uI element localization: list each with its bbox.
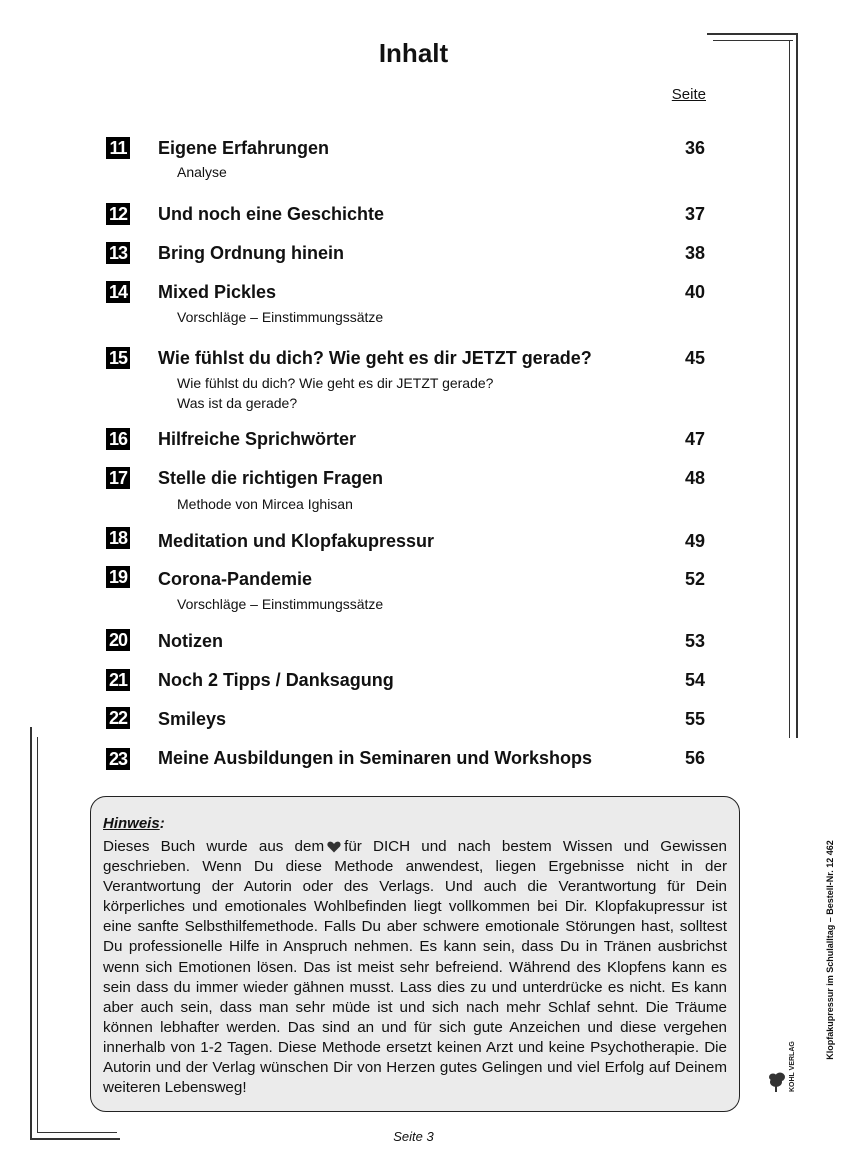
- chapter-number-badge: 20: [106, 629, 130, 651]
- publisher-side-text: Klopfakupressur im Schulalltag – Bestell-Nr. 12 462: [825, 840, 835, 1060]
- disclaimer-text: [103, 837, 727, 1098]
- disclaimer-heading-colon: :: [159, 815, 165, 832]
- chapter-number-badge: 13: [106, 242, 130, 264]
- chapter-page: 53: [684, 631, 705, 651]
- chapter-page: 52: [684, 569, 705, 589]
- chapter-title: Corona-Pandemie: [158, 569, 313, 589]
- chapter-page: 47: [684, 429, 705, 449]
- chapter-subtitle: Was ist da gerade?: [177, 395, 298, 411]
- disclaimer-text-start: Dieses Buch wurde aus dem: [103, 838, 325, 855]
- chapter-title: Meditation und Klopfakupressur: [158, 531, 435, 551]
- chapter-page: 48: [684, 468, 705, 488]
- chapter-page: 36: [684, 138, 705, 158]
- chapter-number-badge: 16: [106, 428, 130, 450]
- chapter-subtitle: Vorschläge – Einstimmungssätze: [177, 309, 384, 325]
- chapter-number-badge: 17: [106, 467, 130, 489]
- chapter-page: 37: [684, 204, 705, 224]
- chapter-title: Eigene Erfahrungen: [158, 138, 330, 158]
- chapter-number-badge: 18: [106, 527, 130, 549]
- page-column-header: Seite: [671, 86, 706, 103]
- page-title: Inhalt: [378, 38, 449, 68]
- chapter-page: 55: [684, 709, 705, 729]
- chapter-number-badge: 23: [106, 748, 130, 770]
- chapter-title: Noch 2 Tipps / Danksagung: [158, 670, 394, 690]
- chapter-subtitle: Analyse: [177, 164, 227, 180]
- chapter-title: Bring Ordnung hinein: [158, 243, 344, 263]
- chapter-subtitle: Vorschläge – Einstimmungssätze: [177, 596, 384, 612]
- chapter-page: 54: [684, 670, 705, 690]
- chapter-number-badge: 19: [106, 566, 130, 588]
- chapter-page: 38: [684, 243, 705, 263]
- disclaimer-heading-label: Hinweis: [103, 815, 160, 832]
- page-footer: Seite 3: [393, 1129, 434, 1144]
- chapter-title: Meine Ausbildungen in Seminaren und Workshops: [158, 748, 593, 768]
- chapter-title: Stelle die richtigen Fragen: [158, 468, 384, 488]
- chapter-number-badge: 11: [106, 137, 130, 159]
- chapter-number-badge: 14: [106, 281, 130, 303]
- frame-right-line: [796, 33, 798, 738]
- chapter-page: 45: [684, 348, 705, 368]
- publisher-logo: [766, 1022, 800, 1094]
- chapter-subtitle: Methode von Mircea Ighisan: [177, 496, 353, 512]
- chapter-page: 40: [684, 282, 705, 302]
- chapter-subtitle: Wie fühlst du dich? Wie geht es dir JETZT gerade?: [177, 375, 494, 391]
- frame-left-line: [30, 727, 32, 1139]
- chapter-title: Wie fühlst du dich? Wie geht es dir JETZT gerade?: [158, 348, 592, 368]
- heart-icon: [327, 841, 341, 853]
- disclaimer-box: [90, 796, 740, 1112]
- chapter-number-badge: 21: [106, 669, 130, 691]
- chapter-title: Notizen: [158, 631, 223, 651]
- chapter-page: 56: [684, 748, 705, 768]
- chapter-page: 49: [684, 531, 705, 551]
- chapter-number-badge: 12: [106, 203, 130, 225]
- disclaimer-heading: [103, 815, 165, 832]
- chapter-number-badge: 22: [106, 707, 130, 729]
- disclaimer-text-rest: für DICH und nach bestem Wissen und Gewissen geschrieben. Wenn Du diese Methode anwendest, liegen Ergebnisse nicht in der Verantwortung der Autorin oder des Verlags. Und auch die Verantwortung für Dein körperliches und emotionales Wohlbefinden liegt vollkommen bei Dir. Klopfakupressur ist eine sanfte Selbsthilfemethode. Falls Du aber schwere emotionale Störungen hast, solltest Du professionelle Hilfe in Anspruch nehmen. Es kann sein, dass Du in Tränen ausbrichst wenn sich Emotionen lösen. Das ist meist sehr befreiend. Während des Klopfens kann es sein dass du immer wieder gähnen musst. Lass dies zu und unterdrücke es nicht. Es kann aber auch sein, dass man sehr müde ist und sich nach mehr Schlaf sehnt. Die Träume können lebhafter werden. Das sind an und für sich gute Anzeichen und diese vergehen innerhalb von 1-2 Tagen. Diese Methode ersetzt keinen Arzt und keine Psychotherapie. Die Autorin und der Verlag wünschen Dir von Herzen gutes Gelingen und viel Erfolg auf Deinem weiteren Lebensweg!: [103, 838, 727, 1097]
- frame-left-line-inner: [37, 737, 38, 1133]
- chapter-title: Und noch eine Geschichte: [158, 204, 385, 224]
- chapter-title: Smileys: [158, 709, 227, 729]
- logo-text: KOHL VERLAG: [789, 1041, 796, 1092]
- chapter-number-badge: 15: [106, 347, 130, 369]
- chapter-title: Mixed Pickles: [158, 282, 277, 302]
- frame-top-line: [707, 33, 797, 35]
- chapter-title: Hilfreiche Sprichwörter: [158, 429, 357, 449]
- frame-right-line-inner: [789, 40, 790, 738]
